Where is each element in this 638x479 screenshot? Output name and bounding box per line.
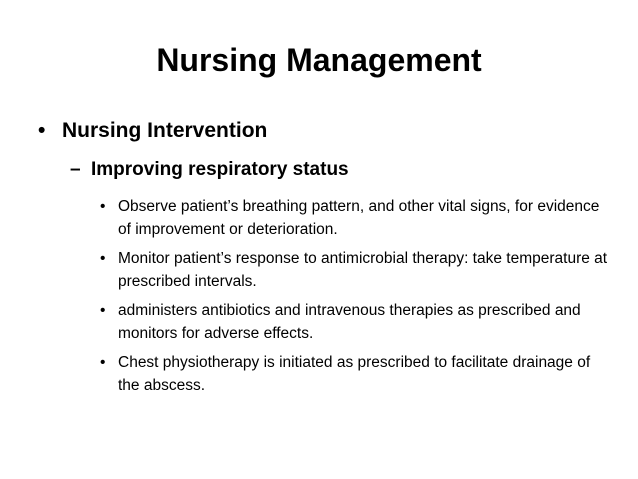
list-item-text: Chest physiotherapy is initiated as prescribed to facilitate drainage of the abscess. [118, 354, 591, 394]
subbullet-text: Improving respiratory status [91, 159, 349, 180]
list-item [100, 351, 610, 397]
list-bullet: • [100, 198, 106, 215]
list-item [100, 247, 610, 293]
slide-title: Nursing Management [156, 42, 482, 78]
list-item-text: Monitor patient’s response to antimicrobial therapy: take temperature at prescribed intervals. [118, 250, 608, 290]
list-item [100, 195, 610, 241]
list-bullet: • [100, 302, 106, 319]
intervention-list [100, 195, 610, 403]
subbullet-dash: – [70, 159, 81, 180]
list-item [100, 299, 610, 345]
list-item-text: Observe patient’s breathing pattern, and other vital signs, for evidence of improvement or deterioration. [118, 198, 600, 238]
bullet-text: Nursing Intervention [62, 119, 268, 142]
list-bullet: • [100, 354, 106, 371]
bullet-dot: • [38, 119, 46, 142]
subbullet-improving-respiratory-status [70, 156, 349, 184]
list-bullet: • [100, 250, 106, 267]
bullet-nursing-intervention [38, 116, 267, 146]
list-item-text: administers antibiotics and intravenous therapies as prescribed and monitors for adverse effects. [118, 302, 581, 342]
